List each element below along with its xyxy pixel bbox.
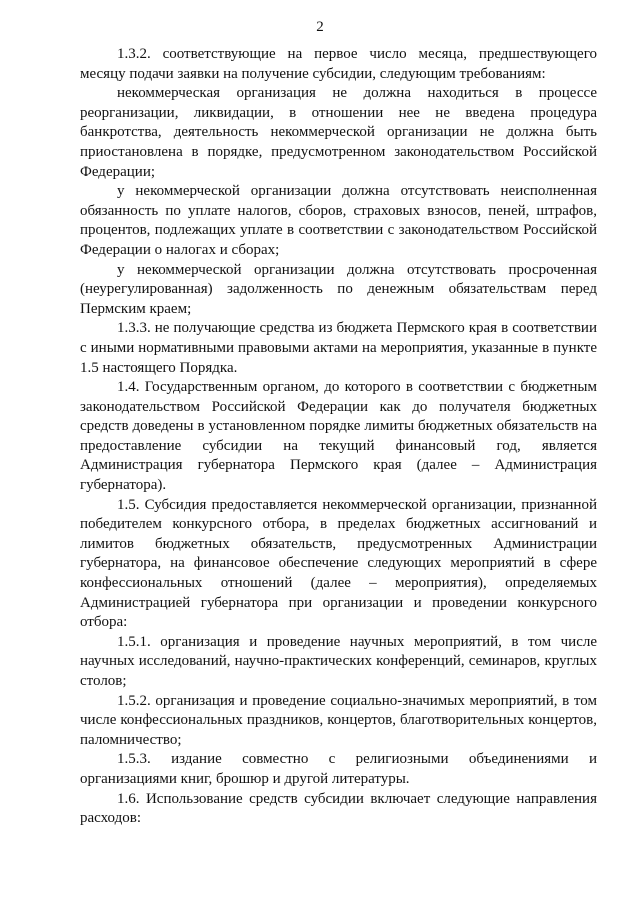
paragraph-requirement-taxes: у некоммерческой организации должна отсутствовать неисполненная обязанность по уплате налогов, сборов, страховых взносов, пеней, штрафов, процентов, подлежащих уплате в соответствии с законодательством Российской Федерации о налогах и сборах; <box>80 183 597 258</box>
paragraph-1-5: 1.5. Субсидия предоставляется некоммерческой организации, признанной победителем конкурсного отбора, в пределах бюджетных ассигнований и лимитов бюджетных обязательств, предусмотренных Администрации губернатора, на финансовое обеспечение следующих мероприятий в сфере конфессиональных отношений (далее – мероприятия), определяемых Администрацией губернатора при организации и проведении конкурсного отбора: <box>80 496 597 631</box>
document-body <box>80 45 597 829</box>
paragraph-requirement-debt: у некоммерческой организации должна отсутствовать просроченная (неурегулированная) задолженность по денежным обязательствам перед Пермским краем; <box>80 261 597 317</box>
page-number: 2 <box>316 19 324 35</box>
paragraph-1-5-3: 1.5.3. издание совместно с религиозными объединениями и организациями книг, брошюр и другой литературы. <box>80 751 597 787</box>
paragraph-1-4: 1.4. Государственным органом, до которого в соответствии с бюджетным законодательством Российской Федерации как до получателя бюджетных средств доведены в установленном порядке лимиты бюджетных обязательств на предоставление субсидии на текущий финансовый год, является Администрация губернатора Пермского края (далее – Администрация губернатора). <box>80 379 597 494</box>
paragraph-1-5-1: 1.5.1. организация и проведение научных мероприятий, в том числе научных исследований, научно-практических конференций, семинаров, круглых столов; <box>80 633 597 689</box>
paragraph-1-6: 1.6. Использование средств субсидии включает следующие направления расходов: <box>80 790 597 827</box>
paragraph-requirement-reorganization: некоммерческая организация не должна находиться в процессе реорганизации, ликвидации, в отношении нее не введена процедура банкротства, деятельность некоммерческой организации не должна быть приостановлена в порядке, предусмотренном законодательством Российской Федерации; <box>80 85 597 180</box>
paragraph-1-3-2: 1.3.2. соответствующие на первое число месяца, предшествующего месяцу подачи заявки на получение субсидии, следующим требованиям: <box>80 46 597 82</box>
paragraph-1-3-3: 1.3.3. не получающие средства из бюджета Пермского края в соответствии с иными нормативными правовыми актами на мероприятия, указанные в пункте 1.5 настоящего Порядка. <box>80 320 597 376</box>
paragraph-1-5-2: 1.5.2. организация и проведение социально-значимых мероприятий, в том числе конфессиональных праздников, концертов, благотворительных концертов, паломничество; <box>80 692 597 748</box>
